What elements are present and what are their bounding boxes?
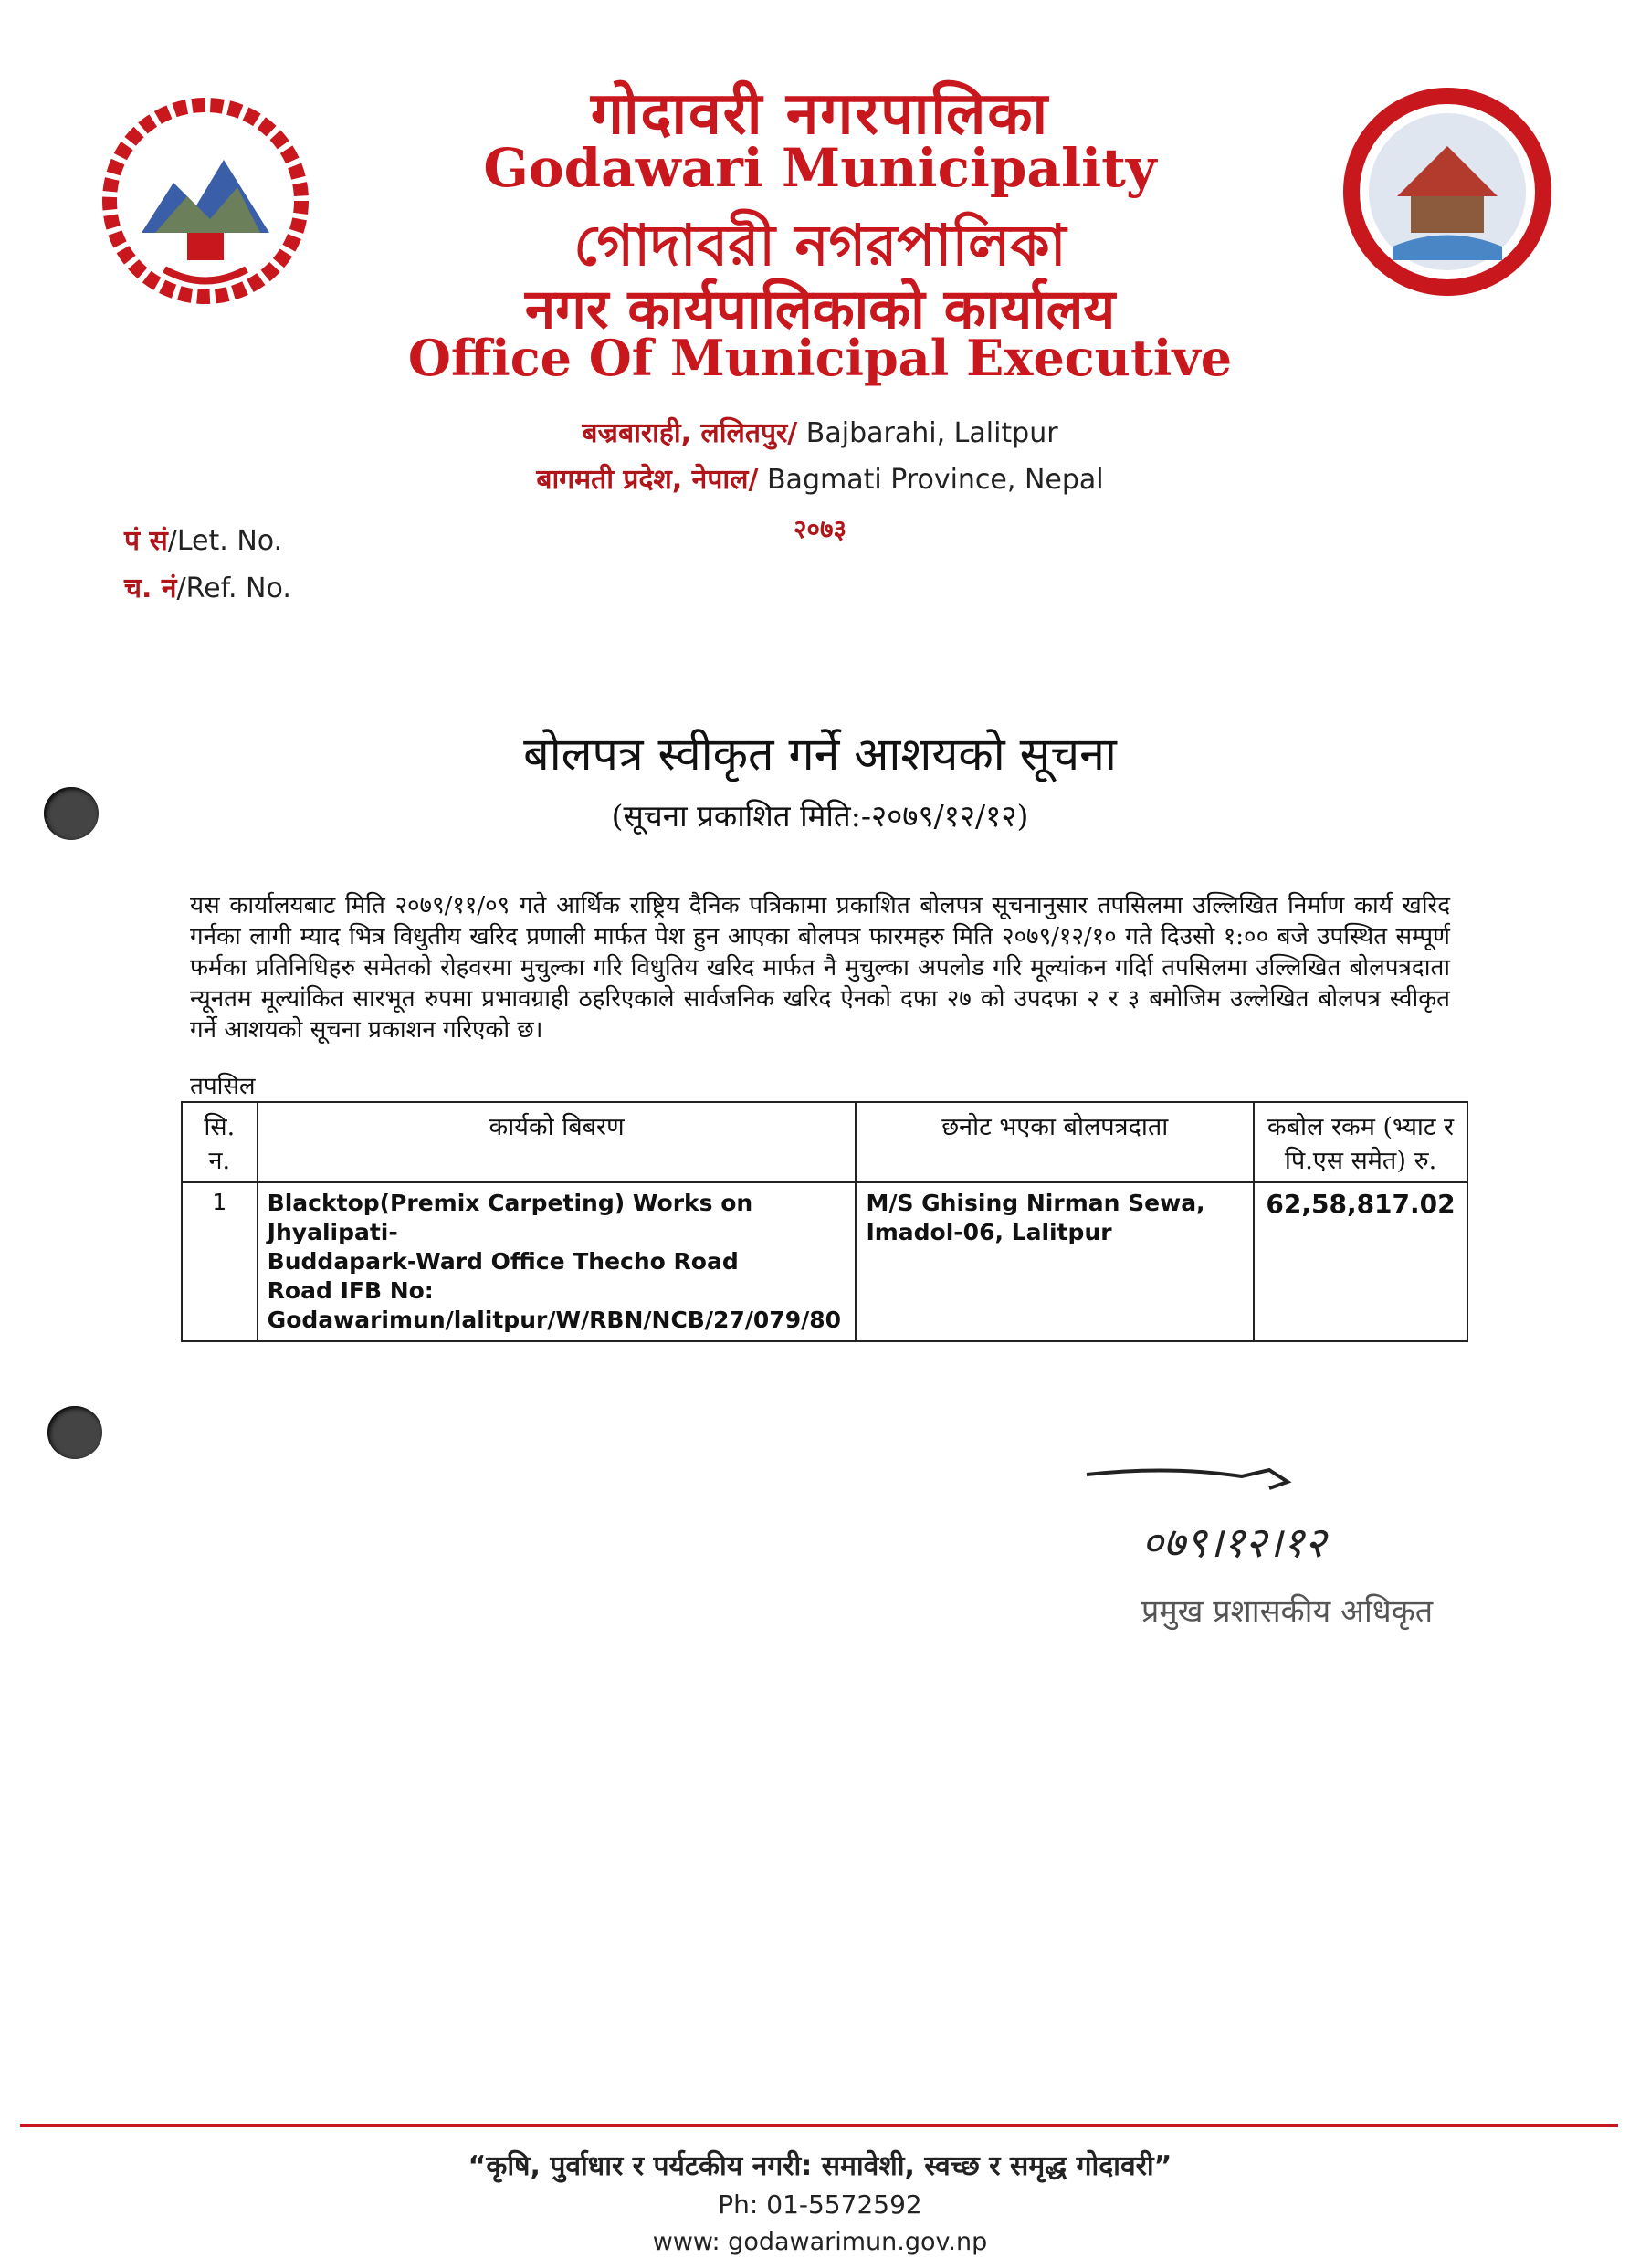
description-line: Godawarimun/lalitpur/W/RBN/NCB/27/079/80 (267, 1307, 842, 1333)
address-line-2 (0, 459, 1640, 497)
table-header-row (182, 1102, 1467, 1182)
footer-phone: Ph: 01-5572592 (718, 2189, 922, 2220)
cell-bidder: M/S Ghising Nirman Sewa, Imadol-06, Lalitpur (856, 1182, 1254, 1341)
municipality-name-english: Godawari Municipality (483, 137, 1157, 199)
footer-slogan: “कृषि, पुर्वाधार र पर्यटकीय नगरी: समावेशी, स्वच्छ र समृद्ध गोदावरी” (468, 2150, 1172, 2182)
signature-date: ०७९।१२।१२ (1141, 1517, 1327, 1567)
office-name-nepali: नगर कार्यपालिकाको कार्यालय (524, 278, 1116, 341)
let-no-english: /Let. No. (167, 525, 283, 557)
cell-sn: 1 (182, 1182, 258, 1341)
description-line: Road IFB No: (267, 1277, 434, 1304)
established-year: २०७३ (793, 514, 847, 544)
notice-body: यस कार्यालयबाट मिति २०७९/११/०९ गते आर्थिक राष्ट्रिय दैनिक पत्रिकामा प्रकाशित बोलपत्र सूचनानुसार तपसिलमा उल्लिखित निर्माण कार्य खरिद गर्नका लागी म्याद भित्र विधुतीय खरिद प्रणाली मार्फत पेश हुन आएका बोलपत्र फारमहरु मिति २०७९/१२/१० गते दिउसो १:०० बजे उपस्थित सम्पूर्ण फर्मका प्रतिनिधिहरु समेतको रोहवरमा मुचुल्का गरि विधुतिय खरिद मार्फत नै मुचुल्का अपलोड गरि मूल्यांकन गर्दिा तपसिलमा उल्लिखित बोलपत्रदाता न्यूनतम मूल्यांकित सारभूत रुपमा प्रभावग्राही ठहरिएकाले सार्वजनिक खरिद ऐनको दफा २७ को उपदफा २ र ३ बमोजिम उल्लेखित बोलपत्र स्वीकृत गर्ने आशयको सूचना प्रकाशन गरिएको छ। (190, 892, 1450, 1044)
footer-website: www: godawarimun.gov.np (652, 2228, 988, 2256)
table-row (182, 1182, 1467, 1341)
notice-title: बोलपत्र स्वीकृत गर्ने आशयको सूचना (523, 728, 1117, 781)
footer-divider (20, 2124, 1618, 2127)
address-2-nepali: बागमती प्रदेश, नेपाल/ (536, 464, 759, 496)
description-line: Buddapark-Ward Office Thecho Road (267, 1248, 739, 1275)
signatory-title: प्रमुख प्रशासकीय अधिकृत (1141, 1593, 1434, 1630)
ref-no-english: /Ref. No. (176, 572, 291, 604)
address-1-english: Bajbarahi, Lalitpur (797, 417, 1058, 449)
tapasil-label: तपसिल (190, 1073, 256, 1100)
address-line-1 (0, 413, 1640, 450)
notice-published-date: (सूचना प्रकाशित मिति:-२०७९/१२/१२) (611, 798, 1029, 834)
header-bidder: छनोट भएका बोलपत्रदाता (856, 1102, 1254, 1182)
bid-table (181, 1101, 1468, 1342)
header-sn: सि. न. (182, 1102, 258, 1182)
municipality-name-newari: গোদাবরী নগরপালিকা (573, 212, 1067, 278)
let-no-nepali: पं सं (124, 525, 168, 557)
letter-number (124, 520, 282, 558)
signature (1059, 1456, 1479, 1593)
cell-description (258, 1182, 857, 1341)
cell-amount: 62,58,817.02 (1254, 1182, 1467, 1341)
ref-no-nepali: च. नं (124, 572, 177, 604)
address-1-nepali: बज्रबाराही, ललितपुर/ (582, 417, 798, 449)
header-amount: कबोल रकम (भ्याट र पि.एस समेत) रु. (1254, 1102, 1467, 1182)
header-description: कार्यको बिबरण (258, 1102, 857, 1182)
reference-number (124, 568, 291, 605)
office-name-english: Office Of Municipal Executive (407, 329, 1233, 387)
punch-hole (47, 1406, 102, 1459)
municipality-name-nepali: गोदावरी नगरपालिका (590, 80, 1050, 148)
address-2-english: Bagmati Province, Nepal (758, 464, 1104, 496)
description-line: Blacktop(Premix Carpeting) Works on Jhyalipati- (267, 1190, 753, 1245)
